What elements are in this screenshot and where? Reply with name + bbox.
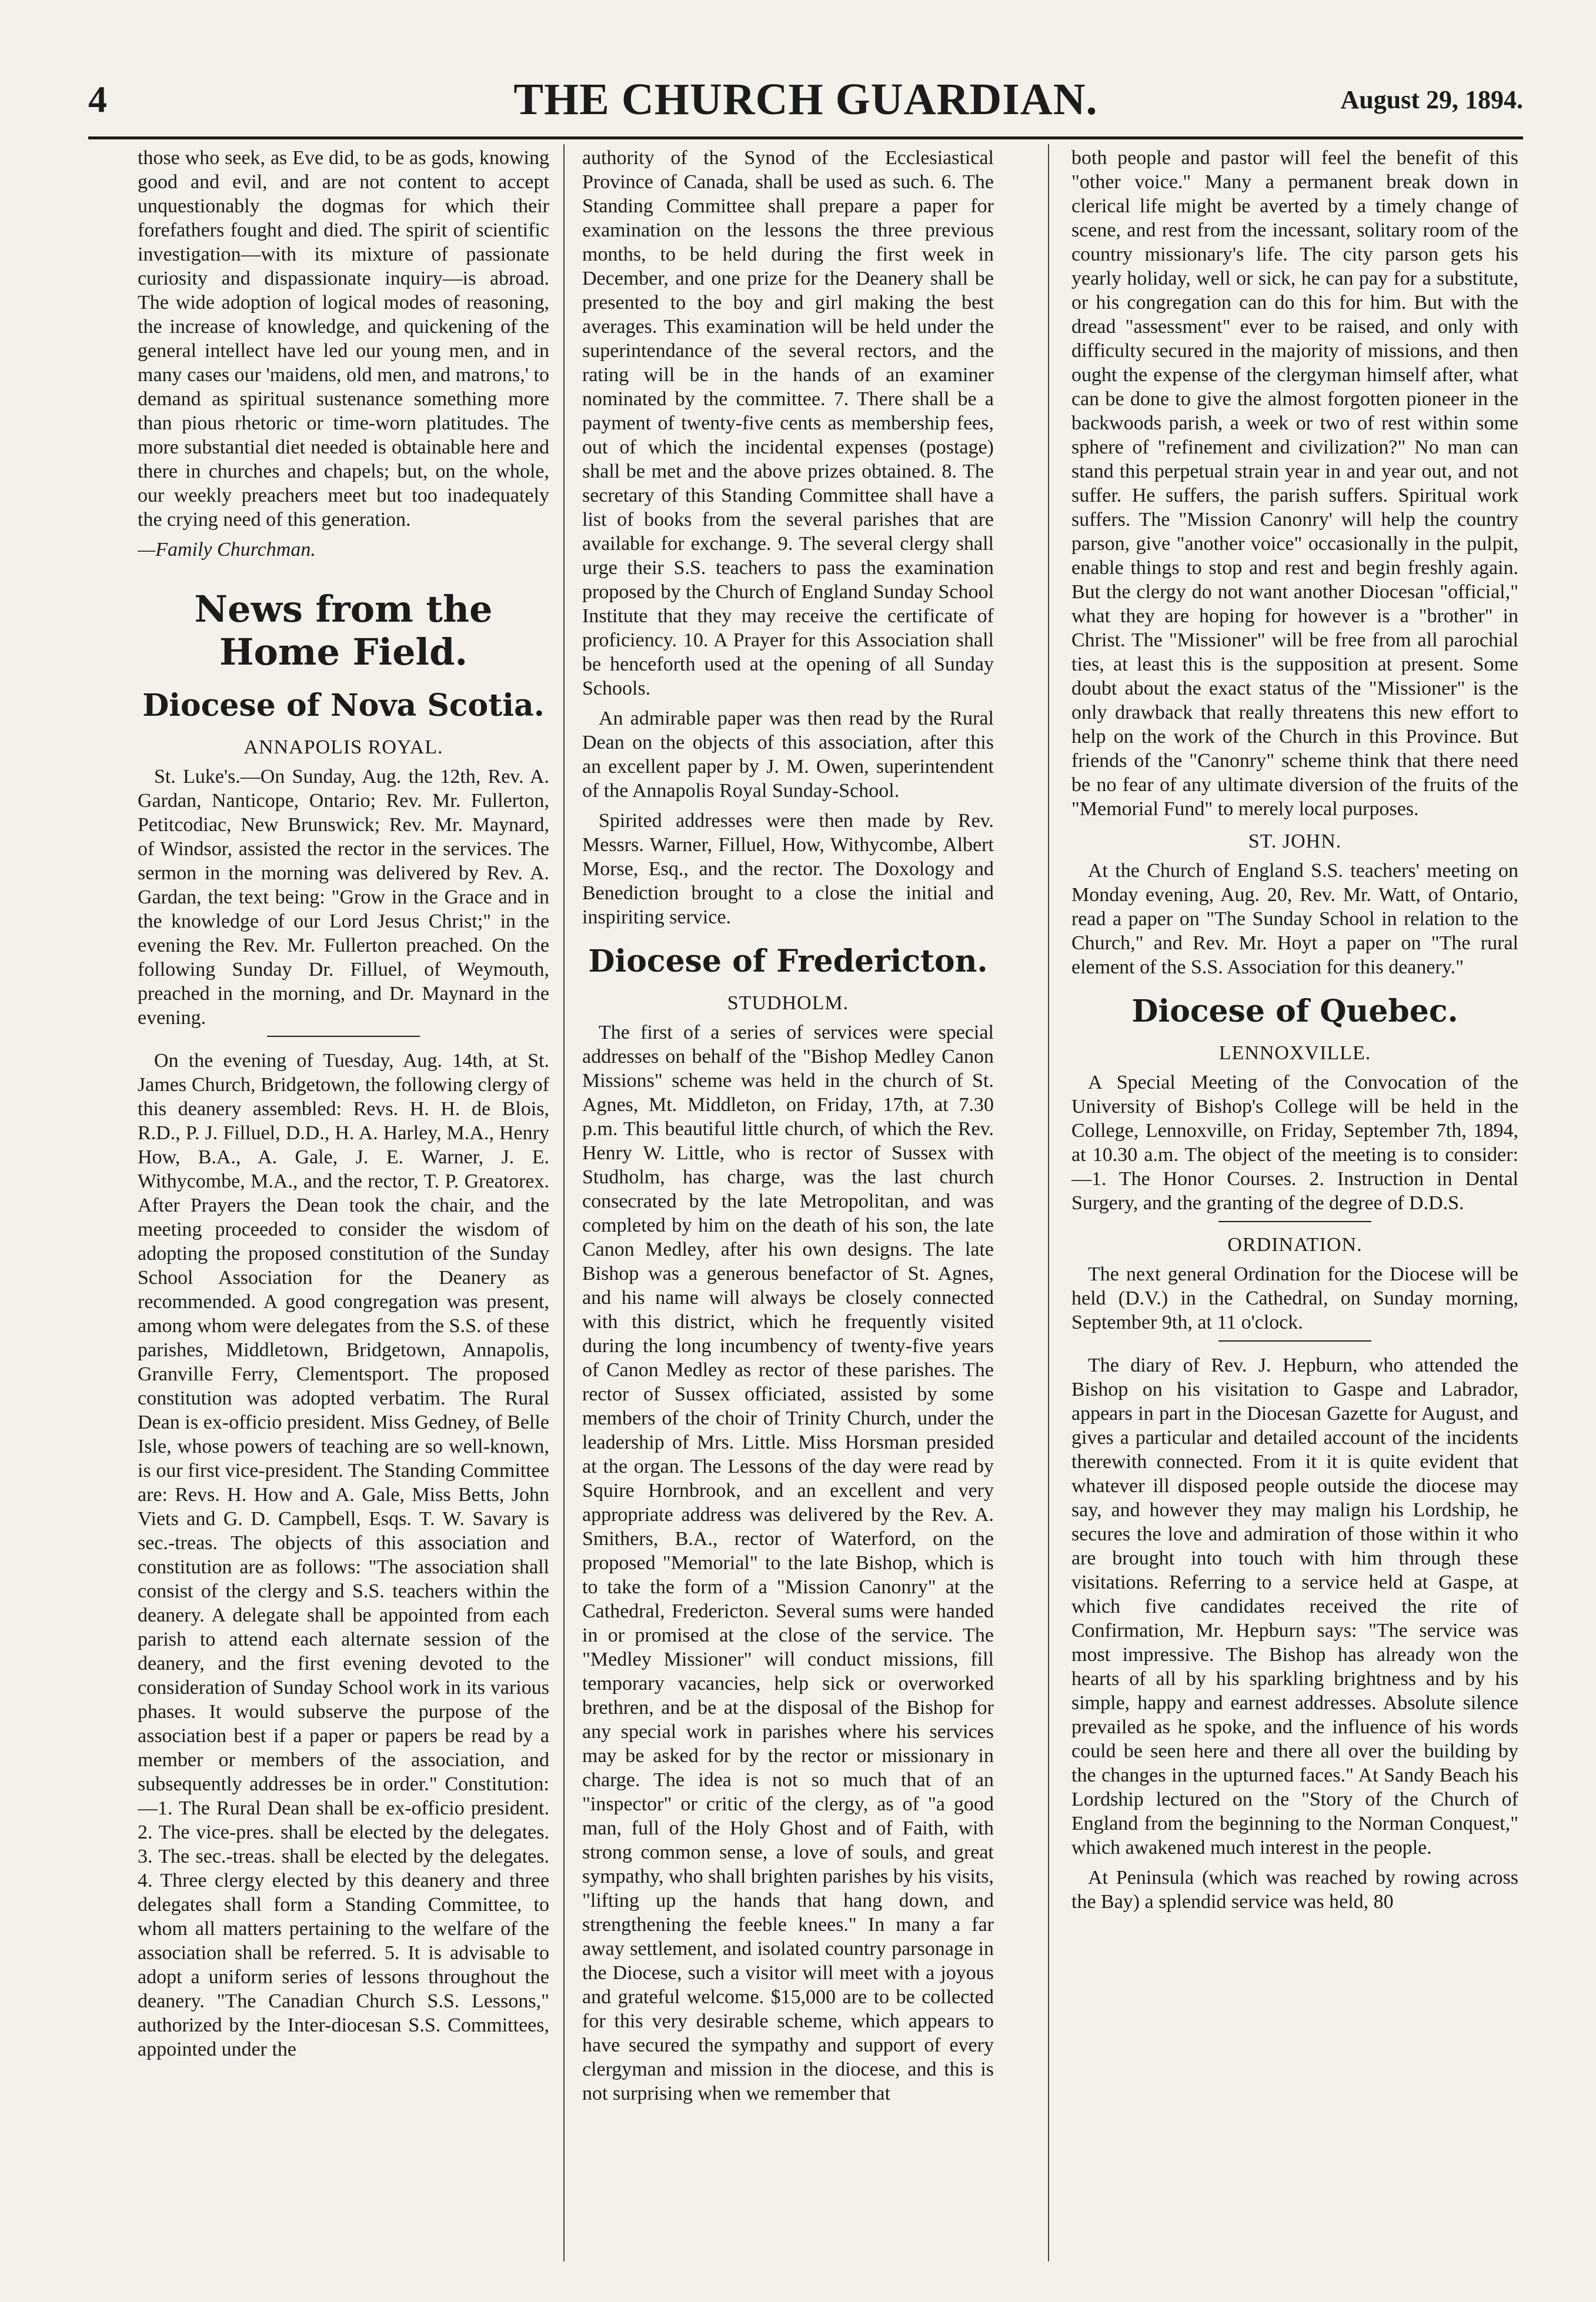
diocese-heading: Diocese of Quebec. <box>1131 993 1458 1029</box>
article-paragraph: On the evening of Tuesday, Aug. 14th, at St. James Church, Bridgetown, the following clergy of this deanery assembled: Revs. H. H. de Blois, R.D., P. J. Filluel, D.D., H. A. Harley, M.A., Henry How, B.A., A. Gale, J. E. Warner, J. E. Withycombe, M.A., and the rector, T. P. Greatorex. After Prayers the Dean took the chair, and the meeting proceeded to consider the wisdom of adopting the proposed constitution of the Sunday School Association for the Deanery as recommended. A good congregation was present, among whom were delegates from the S.S. of these parishes, Middletown, Bridgetown, Annapolis, Granville Ferry, Clementsport. The proposed constitution was adopted verbatim. The Rural Dean is ex-officio president. Miss Gedney, of Belle Isle, whose powers of teaching are so well-known, is our first vice-president. The Standing Committee are: Revs. H. How and A. Gale, Miss Betts, John Viets and G. D. Campbell, Esqs. T. W. Savary is sec.-treas. The objects of this association and constitution are as follows: "The association shall consist of the clergy and S.S. teachers within the deanery. A delegate shall be appointed from each parish to attend each alternate session of the deanery, and the first evening devoted to the consideration of Sunday School work in its various phases. It would subserve the purpose of the association best if a paper or papers be read by a member or members of the association, and subsequently addresses be in order." Constitution:—1. The Rural Dean shall be ex-officio president. 2. The vice-pres. shall be elected by the delegates. 3. The sec.-treas. shall be elected by the delegates. 4. Three clergy elected by this deanery and three delegates shall form a Standing Committee, to whom all matters pertaining to the welfare of the association shall be referred. 5. It is advisable to adopt a uniform series of lessons throughout the deanery. "The Canadian Church S.S. Lessons," authorized by the Inter-diocesan S.S. Committees, appointed under the <box>138 1050 549 2060</box>
separator-rule <box>267 1036 420 1037</box>
column-divider-2 <box>1048 144 1049 2261</box>
column-2 <box>582 146 994 2263</box>
article-paragraph: authority of the Synod of the Ecclesiastical Province of Canada, shall be used as such. 6. The Standing Committee shall prepare a paper for examination on the lessons the three previous months, to be held during the first week in December, and one prize for the Deanery shall be presented to the boy and girl making the best averages. This examination will be held under the superintendance of the several rectors, and the rating will be in the hands of an examiner nominated by the committee. 7. There shall be a payment of twenty-five cents as membership fees, out of which the incidental expenses (postage) shall be met and the above prizes obtained. 8. The secretary of this Standing Committee shall have a list of books from the several parishes that are available for exchange. 9. The several clergy shall urge their S.S. teachers to pass the examination proposed by the Church of England Sunday School Institute that they may receive the certificate of proficiency. 10. A Prayer for this Association shall be henceforth used at the opening of all Sunday Schools. <box>582 147 994 699</box>
attribution: —Family Churchman. <box>138 539 316 561</box>
column-1 <box>138 146 549 2263</box>
article-paragraph: The diary of Rev. J. Hepburn, who attended the Bishop on his visitation to Gaspe and Labrador, appears in part in the Diocesan Gazette for August, and gives a particular and detailed account of the incidents therewith connected. From it it is quite evident that whatever ill disposed people outside the diocese may say, and however they may malign his Lordship, he secures the love and admiration of those within it who are brought into touch with him through these visitations. Referring to a service held at Gaspe, at which five candidates received the rite of Confirmation, Mr. Hepburn says: "The service was most impressive. The Bishop has already won the hearts of all by his sparkling brightness and by his simple, happy and earnest addresses. Absolute silence prevailed as he spoke, and the influence of his words could be seen here and there all over the building by the changes in the upturned faces." At Sandy Beach his Lordship lectured on the "Story of the Church of England from the beginning to the Norman Conquest," which awakened much interest in the people. <box>1071 1354 1518 1859</box>
article-paragraph: At Peninsula (which was reached by rowing across the Bay) a splendid service was held, 80 <box>1071 1867 1518 1913</box>
newspaper-title: THE CHURCH GUARDIAN. <box>513 75 1098 124</box>
place-heading: LENNOXVILLE. <box>1218 1042 1371 1064</box>
article-paragraph: St. Luke's.—On Sunday, Aug. the 12th, Rev. A. Gardan, Nanticope, Ontario; Rev. Mr. Fullerton, Petitcodiac, New Brunswick; Rev. Mr. Maynard, of Windsor, assisted the rector in the services. The sermon in the morning was delivered by Rev. A. Gardan, the text being: "Grow in the Grace and in the knowledge of our Lord Jesus Christ;" in the evening the Rev. Mr. Fullerton preached. On the following Sunday Dr. Filluel, of Weymouth, preached in the morning, and Dr. Maynard in the evening. <box>138 766 549 1029</box>
article-paragraph: Spirited addresses were then made by Rev. Messrs. Warner, Filluel, How, Withycombe, Albert Morse, Esq., and the rector. The Doxology and Benediction brought to a close the initial and inspiriting service. <box>582 810 994 928</box>
column-3 <box>1071 146 1518 2263</box>
place-heading: STUDHOLM. <box>727 992 849 1014</box>
issue-date: August 29, 1894. <box>1340 85 1523 114</box>
separator-rule <box>1218 1221 1371 1222</box>
article-paragraph: At the Church of England S.S. teachers' meeting on Monday evening, Aug. 20, Rev. Mr. Watt, of Ontario, read a paper on "The Sunday School in relation to the Church," and Rev. Mr. Hoyt a paper on "The rural element of the S.S. Association for this deanery." <box>1071 860 1518 978</box>
diocese-heading: Diocese of Nova Scotia. <box>142 688 545 723</box>
article-paragraph: The first of a series of services were special addresses on behalf of the "Bishop Medley Canon Missions" scheme was held in the church of St. Agnes, Mt. Middleton, on Friday, 17th, at 7.30 p.m. This beautiful little church, of which the Rev. Henry W. Little, who is rector of Sussex with Studholm, has charge, was the last church consecrated by the late Metropolitan, and was completed by him on the death of his son, the late Canon Medley, after his own designs. The late Bishop was a generous benefactor of St. Agnes, and his name will always be closely connected with this district, which he frequently visited during the long incumbency of twenty-five years of Canon Medley as rector of these parishes. The rector of Sussex officiated, assisted by some members of the choir of Trinity Church, under the leadership of Mrs. Little. Miss Horsman presided at the organ. The Lessons of the day were read by Squire Hornbrook, and an excellent and very appropriate address was delivered by the Rev. A. Smithers, B.A., rector of Waterford, on the proposed "Memorial" to the late Bishop, which is to take the form of a "Mission Canonry" at the Cathedral, Fredericton. Several sums were handed in or promised at the close of the service. The "Medley Missioner" will conduct missions, fill temporary vacancies, help sick or overworked brethren, and be at the disposal of the Bishop for any special work in parishes where his services may be asked for by the rector or missionary in charge. The idea is not so much that of an "inspector" or critic of the clergy, as of "a good man, full of the Holy Ghost and of Faith, with strong common sense, a love of souls, and great sympathy, who shall brighten parishes by his visits, "lifting up the hands that hang down, and strengthening the feeble knees." In many a far away settlement, and isolated country parsonage in the Diocese, such a visitor will meet with a joyous and grateful welcome. $15,000 are to be collected for this very desirable scheme, which appears to have secured the sympathy and support of every clergyman and mission in the diocese, and this is not surprising when we remember that <box>582 1022 994 2104</box>
masthead <box>88 69 1523 134</box>
place-heading: ORDINATION. <box>1227 1234 1363 1256</box>
article-paragraph: The next general Ordination for the Diocese will be held (D.V.) in the Cathedral, on Sunday morning, September 9th, at 11 o'clock. <box>1071 1263 1518 1333</box>
diocese-heading: Diocese of Fredericton. <box>588 943 988 979</box>
place-heading: ST. JOHN. <box>1248 830 1342 852</box>
place-heading: ANNAPOLIS ROYAL. <box>243 736 443 758</box>
article-paragraph: An admirable paper was then read by the Rural Dean on the objects of this association, after this an excellent paper by J. M. Owen, superintendent of the Annapolis Royal Sunday-School. <box>582 708 994 802</box>
section-heading: News from the Home Field. <box>194 588 493 673</box>
article-paragraph: A Special Meeting of the Convocation of the University of Bishop's College will be held in the College, Lennoxville, on Friday, September 7th, 1894, at 10.30 a.m. The object of the meeting is to consider:—1. The Honor Courses. 2. Instruction in Dental Surgery, and the granting of the degree of D.D.S. <box>1071 1072 1518 1214</box>
page-number: 4 <box>88 78 107 120</box>
separator-rule <box>1218 1340 1371 1342</box>
column-divider-1 <box>563 144 565 2261</box>
article-paragraph: both people and pastor will feel the benefit of this "other voice." Many a permanent break down in clerical life might be averted by a timely change of scene, and rest from the incessant, solitary room of the country missionary's life. The city parson gets his yearly holiday, well or sick, he can pay for a substitute, or his congregation can do this for him. But with the dread "assessment" ever to be raised, and only with difficulty secured in the majority of missions, and then ought the expense of the clergyman himself after, what can be done to give the almost forgotten pioneer in the backwoods parish, a week or two of rest within some sphere of "refinement and civilization?" No man can stand this perpetual strain year in and year out, and not suffer. He suffers, the parish suffers. Spiritual work suffers. The "Mission Canonry' will help the country parson, give "another voice" occasionally in the pulpit, enable things to stop and rest and begin freshly again. But the clergy do not want another Diocesan "official," what they are hoping for however is a "brother" in Christ. The "Missioner" will be free from all parochial ties, at least this is the supposition at present. Some doubt about the exact status of the "Missioner" is the only drawback that really threatens this new effort to help on the work of the Church in this Province. But friends of the "Canonry" scheme think that there need be no fear of any ultimate diversion of the fruits of the "Memorial Fund" to merely local purposes. <box>1071 147 1518 820</box>
masthead-rule <box>88 136 1523 139</box>
article-paragraph: those who seek, as Eve did, to be as gods, knowing good and evil, and are not content to accept unquestionably the dogmas for which their forefathers fought and died. The spirit of scientific investigation—with its mixture of passionate curiosity and dispassionate inquiry—is abroad. The wide adoption of logical modes of reasoning, the increase of knowledge, and quickening of the general intellect have led our young men, and in many cases our 'maidens, old men, and matrons,' to demand as spiritual sustenance something more than pious rhetoric or time-worn platitudes. The more substantial diet needed is obtainable here and there in churches and chapels; but, on the whole, our weekly preachers meet but too inadequately the crying need of this generation. <box>138 147 549 531</box>
